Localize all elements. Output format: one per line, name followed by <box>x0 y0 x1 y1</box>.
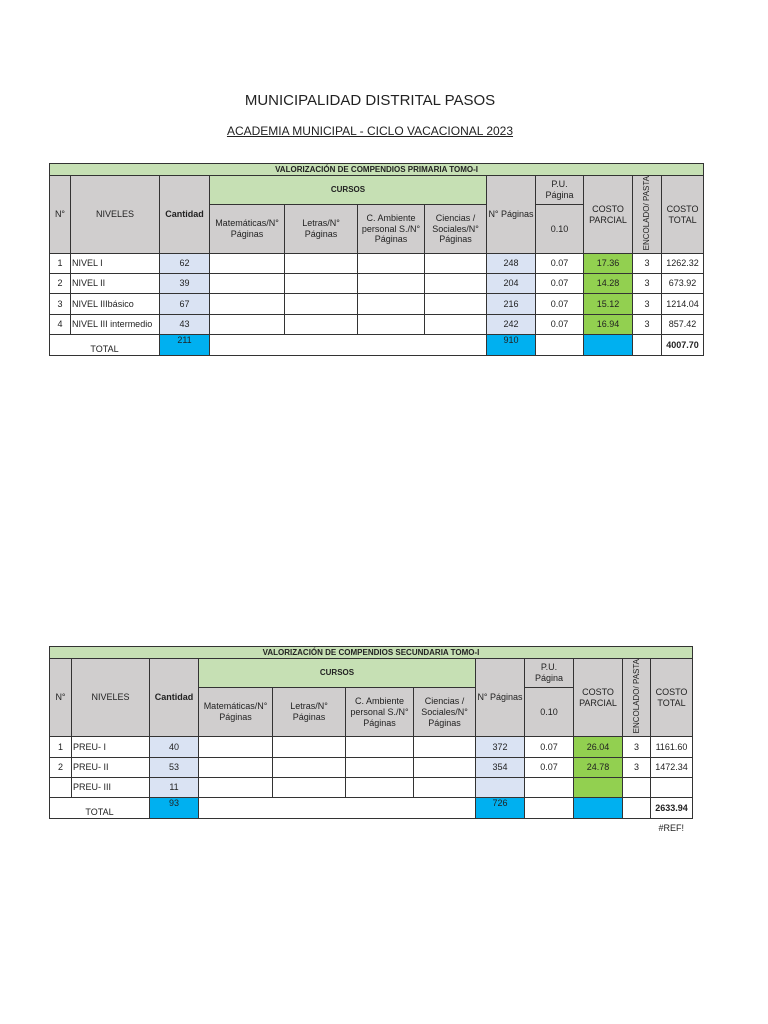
cell-cantidad[interactable]: 39 <box>160 274 210 294</box>
header-pu[interactable]: P.U. Página <box>525 659 574 688</box>
header-encolado[interactable] <box>633 176 662 254</box>
cell-n[interactable]: 4 <box>50 315 71 335</box>
cell-curso[interactable] <box>414 737 476 758</box>
cell-cantidad[interactable]: 40 <box>150 737 199 758</box>
cell-paginas[interactable]: 216 <box>487 294 536 315</box>
cell-costo-total[interactable]: 1262.32 <box>662 254 704 274</box>
cell-curso[interactable] <box>358 274 425 294</box>
cell-costo-total[interactable]: 857.42 <box>662 315 704 335</box>
cell-costo-total[interactable]: 1214.04 <box>662 294 704 315</box>
header-pu-value[interactable]: 0.10 <box>536 204 584 254</box>
cell-costo-parcial[interactable]: 17.36 <box>584 254 633 274</box>
cell-nivel[interactable]: PREU- III <box>72 778 150 798</box>
cell-curso[interactable] <box>199 778 273 798</box>
cell-curso[interactable] <box>346 737 414 758</box>
header-letras[interactable]: Letras/N° Páginas <box>273 688 346 737</box>
header-pu-value[interactable]: 0.10 <box>525 688 574 737</box>
header-cursos[interactable]: CURSOS <box>199 659 476 688</box>
cell-paginas[interactable]: 372 <box>476 737 525 758</box>
cell-cantidad[interactable]: 53 <box>150 758 199 778</box>
cell-curso[interactable] <box>358 254 425 274</box>
cell-curso[interactable] <box>425 274 487 294</box>
cell-cantidad[interactable]: 43 <box>160 315 210 335</box>
total-row <box>50 335 704 356</box>
cell-costo-total[interactable]: 1161.60 <box>651 737 693 758</box>
cell-cantidad[interactable]: 62 <box>160 254 210 274</box>
cell-curso[interactable] <box>210 254 285 274</box>
page-subtitle: ACADEMIA MUNICIPAL - CICLO VACACIONAL 2023 <box>226 124 514 138</box>
valuation-block-1 <box>49 646 693 835</box>
table-row <box>50 778 693 798</box>
header-n[interactable]: N° <box>50 659 72 737</box>
total-costo-total[interactable]: 4007.70 <box>662 335 704 356</box>
total-costo-parcial[interactable] <box>574 798 623 819</box>
header-matematicas[interactable]: Matemáticas/N° Páginas <box>199 688 273 737</box>
cell-curso[interactable] <box>210 274 285 294</box>
cell-paginas[interactable]: 248 <box>487 254 536 274</box>
table-row <box>50 254 704 274</box>
cell-n[interactable]: 1 <box>50 254 71 274</box>
cell-curso[interactable] <box>285 274 358 294</box>
total-costo-parcial[interactable] <box>584 335 633 356</box>
cell-n[interactable]: 2 <box>50 274 71 294</box>
table-row <box>50 758 693 778</box>
table-row <box>50 294 704 315</box>
header-cursos[interactable]: CURSOS <box>210 176 487 205</box>
header-cantidad[interactable]: Cantidad <box>160 176 210 254</box>
page-title: MUNICIPALIDAD DISTRITAL PASOS <box>244 92 496 109</box>
header-pu[interactable]: P.U. Página <box>536 176 584 205</box>
total-paginas[interactable]: 910 <box>487 335 536 356</box>
cell-curso[interactable] <box>358 294 425 315</box>
cell-costo-parcial[interactable]: 26.04 <box>574 737 623 758</box>
header-ciencias[interactable]: Ciencias / Sociales/N° Páginas <box>425 204 487 254</box>
cell-curso[interactable] <box>199 737 273 758</box>
cell-pu[interactable]: 0.07 <box>525 737 574 758</box>
table-title[interactable]: VALORIZACIÓN DE COMPENDIOS SECUNDARIA TOMO-I <box>50 647 693 659</box>
cell-cantidad[interactable]: 67 <box>160 294 210 315</box>
header-paginas[interactable]: N° Páginas <box>487 176 536 254</box>
total-pu[interactable] <box>525 798 574 819</box>
cell-paginas[interactable]: 242 <box>487 315 536 335</box>
cell-curso[interactable] <box>199 758 273 778</box>
cell-curso[interactable] <box>273 778 346 798</box>
total-cursos[interactable] <box>210 335 487 356</box>
cell-cantidad[interactable]: 11 <box>150 778 199 798</box>
cell-encolado[interactable]: 3 <box>623 758 651 778</box>
ref-error-note: #REF! <box>658 823 684 834</box>
cell-pu[interactable]: 0.07 <box>536 274 584 294</box>
valuation-block-0 <box>49 163 704 356</box>
cell-costo-parcial[interactable]: 24.78 <box>574 758 623 778</box>
cell-n[interactable]: 3 <box>50 294 71 315</box>
header-cantidad[interactable]: Cantidad <box>150 659 199 737</box>
cell-pu[interactable]: 0.07 <box>536 254 584 274</box>
cell-paginas[interactable]: 354 <box>476 758 525 778</box>
total-costo-total[interactable]: 2633.94 <box>651 798 693 819</box>
valuation-table-0 <box>49 163 704 356</box>
cell-curso[interactable] <box>285 315 358 335</box>
header-costo-total[interactable]: COSTO TOTAL <box>651 659 693 737</box>
cell-encolado[interactable] <box>623 778 651 798</box>
cell-nivel[interactable]: NIVEL I <box>71 254 160 274</box>
total-row <box>50 798 693 819</box>
cell-n[interactable] <box>50 778 72 798</box>
header-costo-total[interactable]: COSTO TOTAL <box>662 176 704 254</box>
table-row <box>50 274 704 294</box>
header-paginas[interactable]: N° Páginas <box>476 659 525 737</box>
cell-paginas[interactable]: 204 <box>487 274 536 294</box>
table-row <box>50 737 693 758</box>
cell-pu[interactable]: 0.07 <box>525 758 574 778</box>
cell-pu[interactable] <box>525 778 574 798</box>
header-letras[interactable]: Letras/N° Páginas <box>285 204 358 254</box>
cell-costo-parcial[interactable]: 16.94 <box>584 315 633 335</box>
table-row <box>50 315 704 335</box>
cell-n[interactable]: 1 <box>50 737 72 758</box>
total-cantidad[interactable]: 93 <box>150 798 199 819</box>
cell-curso[interactable] <box>425 254 487 274</box>
cell-curso[interactable] <box>273 737 346 758</box>
cell-curso[interactable] <box>414 778 476 798</box>
cell-curso[interactable] <box>425 294 487 315</box>
cell-costo-total[interactable]: 673.92 <box>662 274 704 294</box>
cell-n[interactable]: 2 <box>50 758 72 778</box>
cell-costo-parcial[interactable]: 14.28 <box>584 274 633 294</box>
cell-pu[interactable]: 0.07 <box>536 315 584 335</box>
cell-encolado[interactable]: 3 <box>623 737 651 758</box>
cell-encolado[interactable]: 3 <box>633 254 662 274</box>
valuation-table-1 <box>49 646 693 819</box>
header-n[interactable]: N° <box>50 176 71 254</box>
cell-curso[interactable] <box>346 758 414 778</box>
header-encolado[interactable] <box>623 659 651 737</box>
header-niveles[interactable]: NIVELES <box>72 659 150 737</box>
cell-curso[interactable] <box>425 315 487 335</box>
total-label[interactable]: TOTAL <box>50 335 160 356</box>
cell-encolado[interactable]: 3 <box>633 294 662 315</box>
cell-curso[interactable] <box>346 778 414 798</box>
header-ambiente[interactable]: C. Ambiente personal S./N° Páginas <box>358 204 425 254</box>
cell-curso[interactable] <box>414 758 476 778</box>
total-cursos[interactable] <box>199 798 476 819</box>
header-matematicas[interactable]: Matemáticas/N° Páginas <box>210 204 285 254</box>
header-costo-parcial[interactable]: COSTO PARCIAL <box>584 176 633 254</box>
cell-pu[interactable]: 0.07 <box>536 294 584 315</box>
cell-encolado[interactable]: 3 <box>633 315 662 335</box>
cell-costo-parcial[interactable]: 15.12 <box>584 294 633 315</box>
total-encolado[interactable] <box>633 335 662 356</box>
total-label[interactable]: TOTAL <box>50 798 150 819</box>
cell-curso[interactable] <box>358 315 425 335</box>
total-cantidad[interactable]: 211 <box>160 335 210 356</box>
cell-costo-parcial[interactable] <box>574 778 623 798</box>
cell-curso[interactable] <box>210 294 285 315</box>
total-pu[interactable] <box>536 335 584 356</box>
cell-curso[interactable] <box>285 254 358 274</box>
header-ambiente[interactable]: C. Ambiente personal S./N° Páginas <box>346 688 414 737</box>
cell-text: ENCOLADO/ PASTA <box>631 659 641 734</box>
cell-curso[interactable] <box>210 315 285 335</box>
total-encolado[interactable] <box>623 798 651 819</box>
table-title[interactable]: VALORIZACIÓN DE COMPENDIOS PRIMARIA TOMO-I <box>50 164 704 176</box>
cell-nivel[interactable]: PREU- I <box>72 737 150 758</box>
header-niveles[interactable]: NIVELES <box>71 176 160 254</box>
cell-costo-total[interactable]: 1472.34 <box>651 758 693 778</box>
cell-nivel[interactable]: NIVEL IIIbásico <box>71 294 160 315</box>
cell-costo-total[interactable] <box>651 778 693 798</box>
cell-nivel[interactable]: NIVEL II <box>71 274 160 294</box>
total-paginas[interactable]: 726 <box>476 798 525 819</box>
header-costo-parcial[interactable]: COSTO PARCIAL <box>574 659 623 737</box>
cell-curso[interactable] <box>273 758 346 778</box>
cell-nivel[interactable]: NIVEL III intermedio <box>71 315 160 335</box>
cell-curso[interactable] <box>285 294 358 315</box>
cell-encolado[interactable]: 3 <box>633 274 662 294</box>
cell-nivel[interactable]: PREU- II <box>72 758 150 778</box>
cell-text: ENCOLADO/ PASTA <box>642 176 651 251</box>
cell-paginas[interactable] <box>476 778 525 798</box>
header-ciencias[interactable]: Ciencias / Sociales/N° Páginas <box>414 688 476 737</box>
